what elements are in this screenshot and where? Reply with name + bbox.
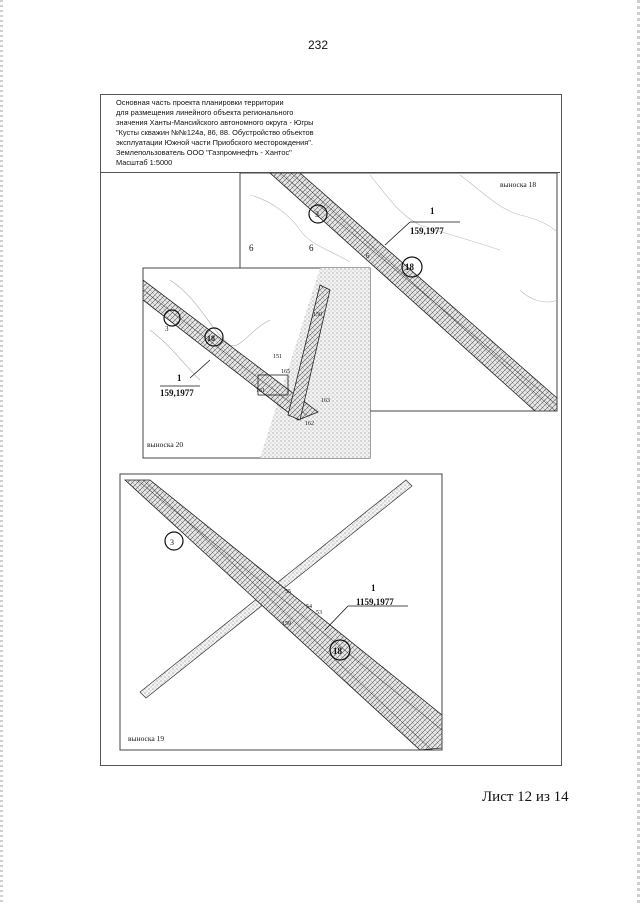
c20-point-161: 161 [256, 388, 265, 394]
c20-point-163: 163 [321, 398, 330, 404]
callout-20-label: выноска 20 [147, 440, 184, 449]
callout-19-map [120, 474, 442, 750]
c19-circle-b-label: 18 [333, 646, 342, 656]
c18-frac-num: 1 [430, 206, 435, 216]
c20-frac-den: 159,1977 [160, 388, 194, 398]
c18-circle-b-label: 18 [405, 262, 414, 272]
c20-point-150: 150 [313, 312, 322, 318]
c20-frac-num: 1 [177, 373, 182, 383]
c18-zone-left: 6 [249, 243, 254, 253]
c19-circle-a-label: 3 [170, 538, 174, 547]
c20-point-165: 165 [281, 369, 290, 375]
title-line-4: "Кусты скважин №№124а, 86, 88. Обустройство объектов [116, 128, 314, 137]
title-line-6: Землепользователь ООО "Газпромнефть - Хантос" [116, 148, 292, 157]
c18-line-marker: 6 [366, 252, 370, 260]
sheet-number: Лист 12 из 14 [482, 789, 569, 805]
page-number: 232 [308, 38, 329, 52]
c19-frac-den: 1159,1977 [356, 597, 394, 607]
c20-point-151: 151 [273, 354, 282, 360]
title-line-2: для размещения линейного объекта регионального [116, 108, 294, 117]
c19-point-54: 54 [306, 604, 312, 610]
c19-point-159: 159 [282, 621, 291, 627]
title-line-1: Основная часть проекта планировки территории [116, 98, 284, 107]
c18-zone-right: 6 [309, 243, 314, 253]
callout-20-map [143, 268, 370, 458]
c18-circle-a-label: 3 [315, 210, 319, 219]
c19-frac-num: 1 [371, 583, 376, 593]
c19-point-55: 55 [285, 589, 291, 595]
c18-frac-den: 159,1977 [410, 226, 444, 236]
callout-19-label: выноска 19 [128, 734, 165, 743]
title-line-5: эксплуатации Южной части Приобского месторождения". [116, 138, 313, 147]
callout-18-label: выноска 18 [500, 180, 537, 189]
title-line-7: Масштаб 1:5000 [116, 158, 173, 167]
title-line-3: значения Ханты-Мансийского автономного округа - Югры [116, 118, 314, 127]
c19-point-53: 53 [316, 610, 322, 616]
c20-circle-b-label: 18 [207, 334, 215, 343]
c20-circle-a-label: 3 [165, 325, 169, 333]
c20-point-162: 162 [305, 421, 314, 427]
